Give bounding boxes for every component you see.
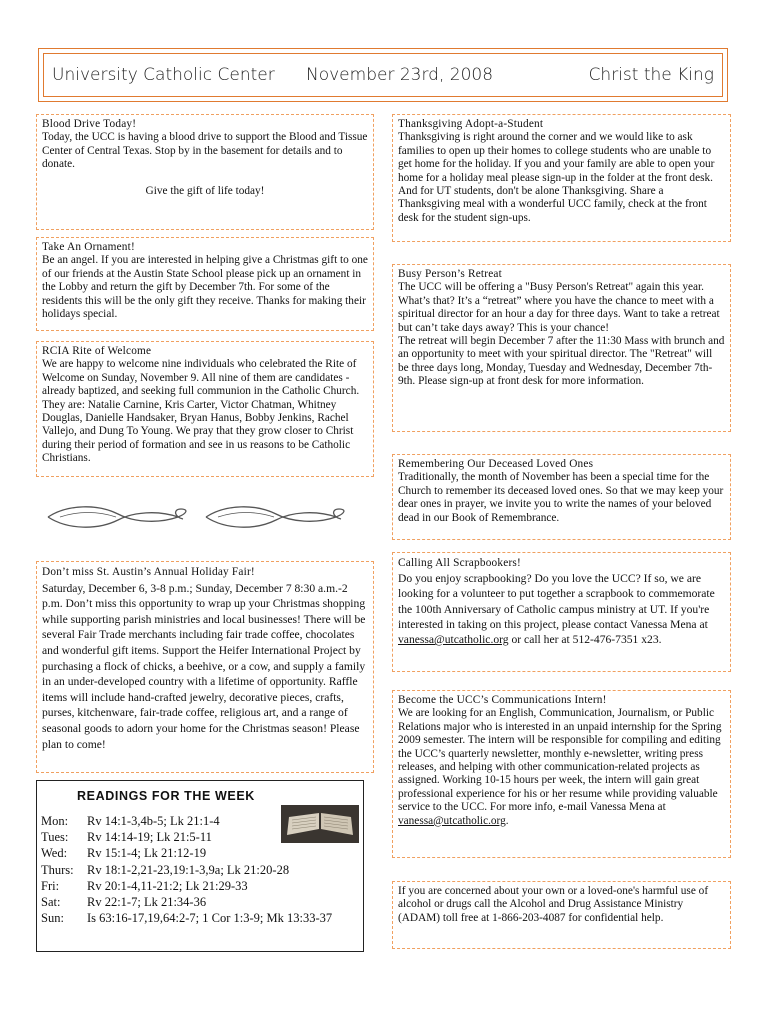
retreat-box — [392, 264, 731, 432]
intern-box — [392, 690, 731, 858]
reading-row: Fri: Rv 20:1-4,11-21:2; Lk 21:29-33 — [41, 879, 248, 893]
holiday-fair-box — [36, 561, 374, 773]
reading-row: Mon: Rv 14:1-3,4b-5; Lk 21:1-4 — [41, 814, 220, 828]
ornament-box — [36, 237, 374, 331]
blood-drive-box — [36, 114, 374, 230]
thanksgiving-box — [392, 114, 731, 242]
reading-row: Sun: Is 63:16-17,19,64:2-7; 1 Cor 1:3-9; Mk 13:33-37 — [41, 911, 333, 925]
retreat-body-2: The retreat will begin December 7 after the 11:30 Mass with brunch and an opportunity to meet with your spiritual director. The "Retreat" will be three days long, Monday, Tuesday and Wednesday, December 7th-9th. Please sign-up at front desk for more information. — [398, 335, 725, 388]
holiday-fair-body: Saturday, December 6, 3-8 p.m.; Sunday, December 7 8:30 a.m.-2 p.m. Don’t miss this opportunity to wrap up your Christmas shopping while supporting parish ministries and local businesses! There will be several Fair Trade merchants including fair trade coffee, chocolates and wonderful gift items. Support the Heifer International Project by purchasing a flock of chicks, a beehive, or a cow, and supply a family in an under-developed country with a lifetime of opportunity. Raffle items will include hand-crafted jewelry, decorative pieces, crafts, purses, kitchenware, fair-trade coffee, religious art, and a range of seasonal goods to adorn your home for the Christmas season! Please plan to come! — [42, 581, 366, 751]
blood-drive-title: Blood Drive Today! — [42, 118, 137, 130]
thanksgiving-title: Thanksgiving Adopt-a-Student — [398, 118, 544, 130]
scrapbookers-box — [392, 552, 731, 672]
reading-row: Tues: Rv 14:14-19; Lk 21:5-11 — [41, 830, 212, 844]
feast-name: Christ the King — [588, 65, 714, 85]
remembering-title: Remembering Our Deceased Loved Ones — [398, 458, 594, 470]
rcia-title: RCIA Rite of Welcome — [42, 345, 152, 357]
ornamental-divider — [38, 500, 368, 534]
holiday-fair-title: Don’t miss St. Austin’s Annual Holiday Fair! — [42, 566, 255, 578]
rcia-body: We are happy to welcome nine individuals who celebrated the Rite of Welcome on Sunday, November 9. All nine of them are candidates - already baptized, and seeking full communion in the Catholic Church. They are: Natalie Carnine, Kris Carter, Victor Chatman, Whitney Douglas, Danielle Handsaker, Bryan Hanus, Bobby Jenkins, Rachel Vallejo, and Dung To Young. We pray that they grow closer to Christ during their period of formation and see in us reasons to be Catholic Christians. — [42, 358, 360, 465]
readings-panel — [36, 780, 364, 952]
reading-row: Sat: Rv 22:1-7; Lk 21:34-36 — [41, 895, 207, 909]
remembering-body: Traditionally, the month of November has been a special time for the Church to remember its deceased loved ones. So that we may keep your dear ones in prayer, we invite you to write the names of your beloved dead in our Book of Remembrance. — [398, 471, 724, 524]
ornament-title: Take An Ornament! — [42, 241, 135, 253]
org-name: University Catholic Center — [52, 65, 275, 85]
retreat-title: Busy Person’s Retreat — [398, 268, 502, 280]
scrapbook-email-link[interactable]: vanessa@utcatholic.org — [398, 633, 509, 647]
intern-body: We are looking for an English, Communication, Journalism, or Public Relations major who is interested in an unpaid internship for the Spring 2009 semester. The intern will be responsible for compiling and editing the UCC’s quarterly newsletter, monthly e-newsletter, writing press releases, and helping with other communication-related projects as assigned. Working 10-15 hours per week, the intern will gain great professional experience for his or her resume while providing valuable service to the UCC. For more info, e-mail Vanessa Mena at vanessa@utcatholic.org. — [398, 707, 722, 827]
thanksgiving-body: Thanksgiving is right around the corner and we would like to ask families to open up their homes to college students who are unable to get home for the holiday. If you and your family are able to open your home for a holiday meal please sign-up in the folder at the front desk. And for UT students, don't be alone Thanksgiving. Share a Thanksgiving meal with a wonderful UCC family, check at the front desk for the student sign-ups. — [398, 131, 715, 224]
intern-title: Become the UCC’s Communications Intern! — [398, 694, 607, 706]
remembering-box — [392, 454, 731, 540]
open-bible-icon — [281, 805, 359, 843]
masthead — [38, 48, 728, 102]
scrapbookers-title: Calling All Scrapbookers! — [398, 557, 521, 569]
masthead-inner — [43, 53, 723, 97]
readings-title: READINGS FOR THE WEEK — [77, 789, 255, 803]
blood-drive-body: Today, the UCC is having a blood drive to support the Blood and Tissue Center of Central Texas. Stop by in the basement for details and to donate. — [42, 131, 368, 171]
rcia-box — [36, 341, 374, 477]
issue-date: November 23rd, 2008 — [306, 65, 494, 85]
reading-row: Wed: Rv 15:1-4; Lk 21:12-19 — [41, 846, 207, 860]
adam-box — [392, 881, 731, 949]
retreat-body-1: The UCC will be offering a "Busy Person's Retreat" again this year. What’s that? It’s a “retreat” where you have the chance to meet with a spiritual director for an hour a day for three days. Want to take a retreat but can’t take days away? This is your chance! — [398, 281, 720, 334]
intern-email-link[interactable]: vanessa@utcatholic.org — [398, 814, 506, 827]
scrapbookers-body: Do you enjoy scrapbooking? Do you love the UCC? If so, we are looking for a volunteer to put together a scrapbook to commemorate the 100th Anniversary of Catholic campus ministry at UT. If you're interested in taking on this project, please contact Vanessa Mena at vanessa@utcatholic.org or call her at 512-476-7351 x23. — [398, 572, 715, 647]
adam-body: If you are concerned about your own or a loved-one's harmful use of alcohol or drugs call the Alcohol and Drug Assistance Ministry (ADAM) toll free at 1-866-203-4087 for confidential help. — [398, 885, 709, 924]
blood-drive-tagline: Give the gift of life today! — [145, 184, 265, 197]
reading-row: Thurs: Rv 18:1-2,21-23,19:1-3,9a; Lk 21:20-28 — [41, 863, 290, 877]
ornament-body: Be an angel. If you are interested in helping give a Christmas gift to one of our friends at the Austin State School please pick up an ornament in the Lobby and return the gift by December 7th. For some of the residents this will be the only gift they receive. Thanks for making their holidays special. — [42, 254, 368, 321]
